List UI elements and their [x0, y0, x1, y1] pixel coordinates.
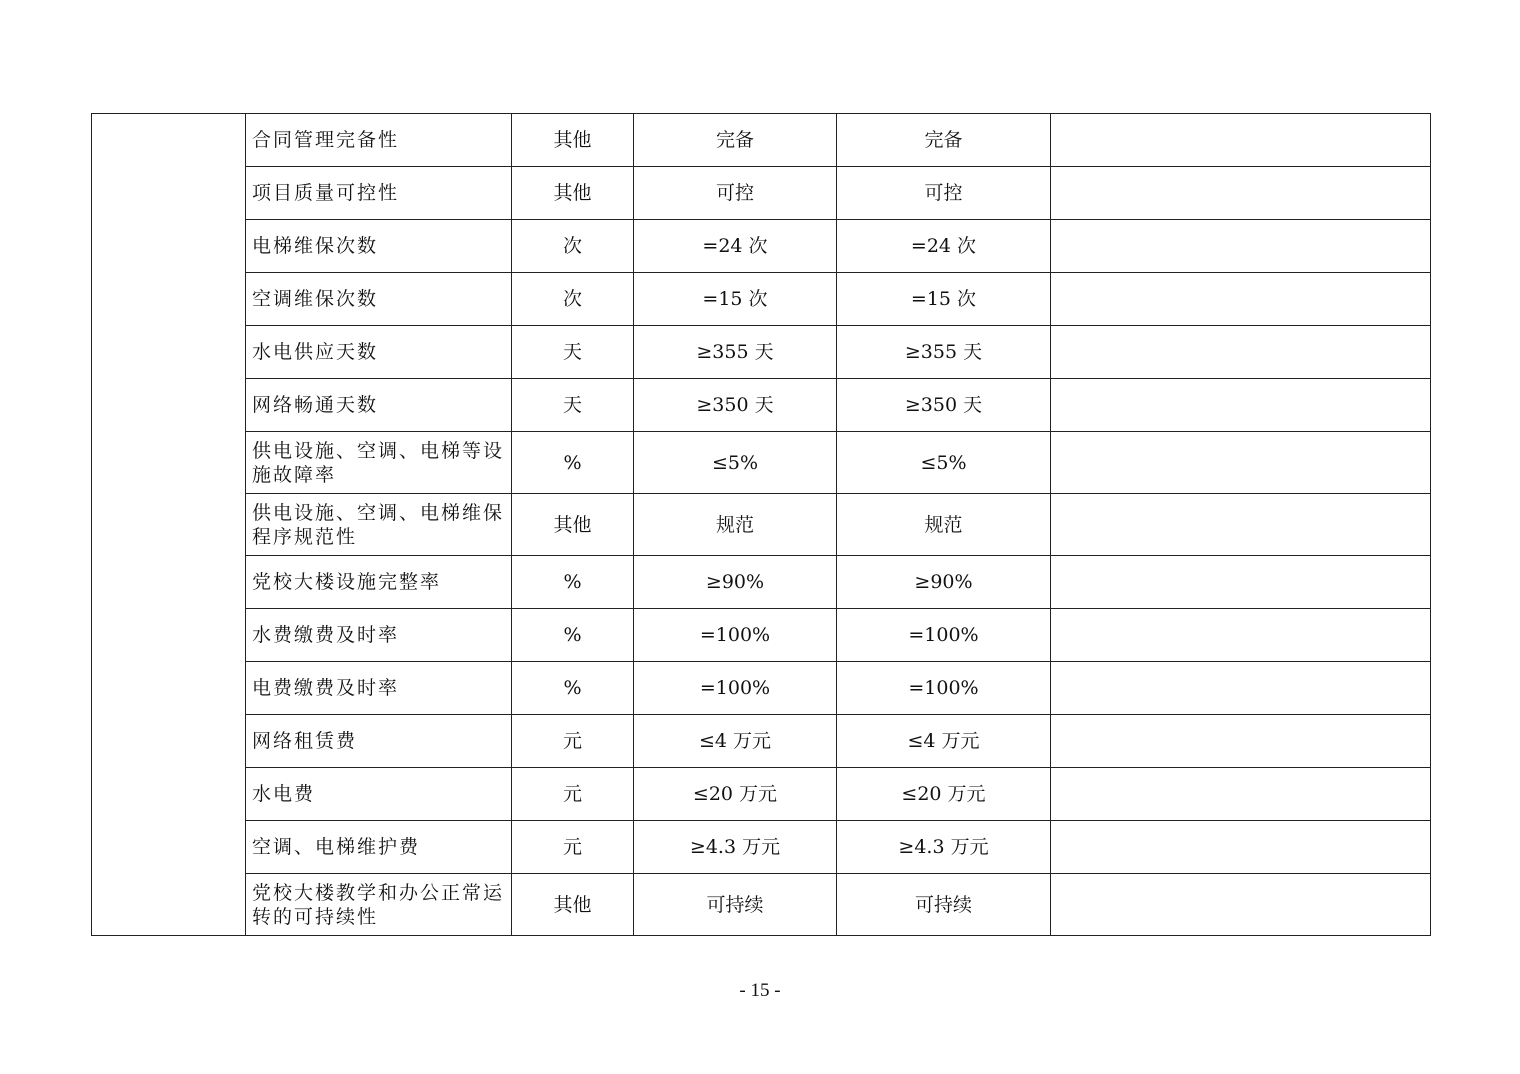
indicator-name: 水费缴费及时率	[246, 609, 512, 662]
table-row	[92, 662, 1431, 715]
indicator-name: 党校大楼设施完整率	[246, 556, 512, 609]
indicator-name: 合同管理完备性	[246, 114, 512, 167]
table-row	[92, 609, 1431, 662]
indicator-target: ≤20 万元	[634, 768, 837, 821]
indicator-unit: %	[512, 432, 634, 494]
indicator-actual: =100%	[837, 662, 1051, 715]
indicator-actual: ≥4.3 万元	[837, 821, 1051, 874]
table-row	[92, 273, 1431, 326]
indicator-note	[1051, 662, 1431, 715]
indicator-unit: 其他	[512, 874, 634, 936]
indicator-name: 项目质量可控性	[246, 167, 512, 220]
indicator-unit: 元	[512, 768, 634, 821]
table-row	[92, 326, 1431, 379]
indicator-target: =24 次	[634, 220, 837, 273]
indicator-unit: 元	[512, 715, 634, 768]
indicator-name: 网络畅通天数	[246, 379, 512, 432]
indicator-target: =100%	[634, 662, 837, 715]
indicator-target: 可持续	[634, 874, 837, 936]
indicator-name: 水电供应天数	[246, 326, 512, 379]
indicator-target: 可控	[634, 167, 837, 220]
indicator-unit: 次	[512, 220, 634, 273]
indicator-name: 空调维保次数	[246, 273, 512, 326]
indicator-note	[1051, 432, 1431, 494]
indicator-note	[1051, 326, 1431, 379]
indicator-name: 水电费	[246, 768, 512, 821]
table-row	[92, 556, 1431, 609]
table-row	[92, 874, 1431, 936]
indicator-actual: 可持续	[837, 874, 1051, 936]
table-row	[92, 167, 1431, 220]
indicator-target: 规范	[634, 494, 837, 556]
indicator-target: ≥90%	[634, 556, 837, 609]
indicator-unit: 次	[512, 273, 634, 326]
indicator-unit: 其他	[512, 167, 634, 220]
indicator-actual: =24 次	[837, 220, 1051, 273]
indicator-target: ≤4 万元	[634, 715, 837, 768]
indicator-unit: %	[512, 556, 634, 609]
indicator-name: 空调、电梯维护费	[246, 821, 512, 874]
performance-indicator-table	[91, 113, 1431, 936]
indicator-actual: =100%	[837, 609, 1051, 662]
indicator-note	[1051, 494, 1431, 556]
indicator-unit: 天	[512, 379, 634, 432]
table-row	[92, 768, 1431, 821]
category-merged-cell	[92, 114, 246, 936]
indicator-name: 电费缴费及时率	[246, 662, 512, 715]
indicator-actual: ≤4 万元	[837, 715, 1051, 768]
indicator-note	[1051, 715, 1431, 768]
indicator-actual: 规范	[837, 494, 1051, 556]
indicator-name: 网络租赁费	[246, 715, 512, 768]
indicator-unit: 其他	[512, 114, 634, 167]
indicator-target: =100%	[634, 609, 837, 662]
indicator-actual: ≥355 天	[837, 326, 1051, 379]
indicator-target: ≥350 天	[634, 379, 837, 432]
page-number: - 15 -	[739, 980, 781, 1001]
indicator-unit: 其他	[512, 494, 634, 556]
indicator-note	[1051, 556, 1431, 609]
indicator-actual: ≤5%	[837, 432, 1051, 494]
indicator-target: 完备	[634, 114, 837, 167]
indicator-note	[1051, 167, 1431, 220]
indicator-target: ≥4.3 万元	[634, 821, 837, 874]
indicator-note	[1051, 821, 1431, 874]
indicator-note	[1051, 379, 1431, 432]
table-row	[92, 114, 1431, 167]
indicator-actual: 完备	[837, 114, 1051, 167]
indicator-actual: 可控	[837, 167, 1051, 220]
indicator-target: =15 次	[634, 273, 837, 326]
indicator-note	[1051, 768, 1431, 821]
table-row	[92, 379, 1431, 432]
indicator-unit: 元	[512, 821, 634, 874]
indicator-unit: %	[512, 609, 634, 662]
indicator-note	[1051, 220, 1431, 273]
indicator-unit: 天	[512, 326, 634, 379]
table-row	[92, 715, 1431, 768]
table-row	[92, 821, 1431, 874]
indicator-name: 供电设施、空调、电梯维保程序规范性	[246, 494, 512, 556]
indicator-actual: ≥90%	[837, 556, 1051, 609]
table-row	[92, 494, 1431, 556]
indicator-unit: %	[512, 662, 634, 715]
indicator-note	[1051, 609, 1431, 662]
indicator-target: ≤5%	[634, 432, 837, 494]
indicator-actual: ≥350 天	[837, 379, 1051, 432]
table-row	[92, 220, 1431, 273]
indicator-note	[1051, 874, 1431, 936]
indicator-actual: =15 次	[837, 273, 1051, 326]
indicator-name: 供电设施、空调、电梯等设施故障率	[246, 432, 512, 494]
table-row	[92, 432, 1431, 494]
indicator-actual: ≤20 万元	[837, 768, 1051, 821]
indicator-target: ≥355 天	[634, 326, 837, 379]
indicator-note	[1051, 114, 1431, 167]
indicator-name: 电梯维保次数	[246, 220, 512, 273]
indicator-note	[1051, 273, 1431, 326]
indicator-name: 党校大楼教学和办公正常运转的可持续性	[246, 874, 512, 936]
